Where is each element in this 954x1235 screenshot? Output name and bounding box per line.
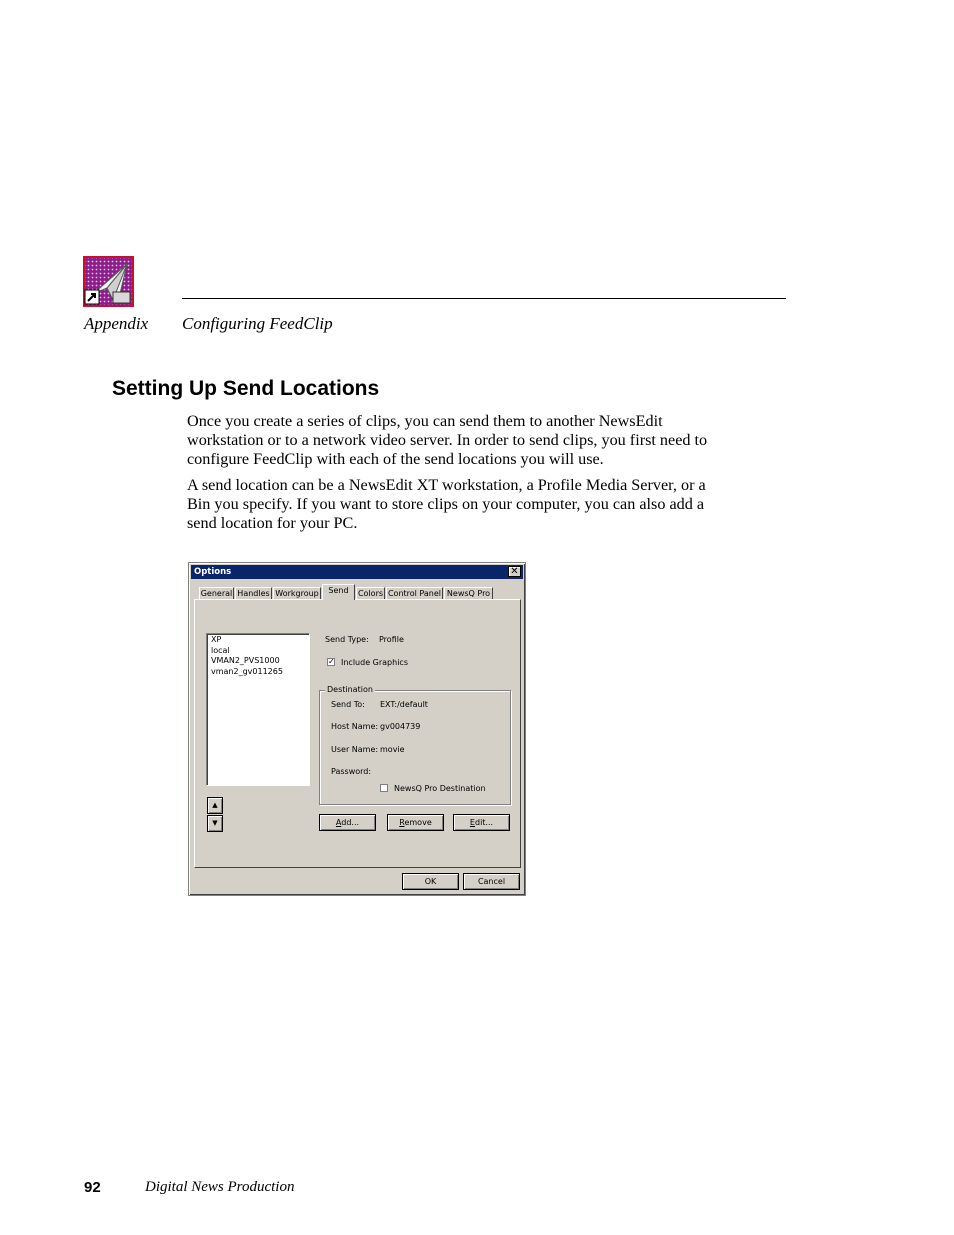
send-to-value: EXT:/default — [380, 700, 428, 709]
user-name-label: User Name: — [331, 745, 379, 754]
include-graphics-label: Include Graphics — [341, 658, 408, 667]
down-arrow-icon: ▼ — [212, 819, 218, 827]
host-name-label: Host Name: — [331, 722, 379, 731]
include-graphics-checkbox[interactable] — [327, 658, 335, 666]
section-label: Appendix — [84, 314, 149, 333]
dialog-titlebar — [191, 565, 523, 579]
newsq-destination-label: NewsQ Pro Destination — [394, 784, 486, 793]
options-dialog — [188, 562, 526, 896]
user-name-value: movie — [380, 745, 405, 754]
list-item[interactable]: vman2_gv011265 — [211, 667, 283, 676]
feedclip-app-icon — [83, 256, 134, 307]
destination-legend: Destination — [327, 685, 373, 694]
tab-workgroup[interactable]: Workgroup — [273, 587, 321, 599]
check-icon: ✓ — [328, 657, 335, 666]
tab-colors[interactable]: Colors — [357, 589, 384, 598]
header-rule — [182, 298, 786, 299]
move-up-button[interactable] — [207, 797, 223, 814]
dialog-title: Options — [194, 567, 232, 577]
list-item[interactable]: VMAN2_PVS1000 — [211, 656, 280, 665]
send-to-label: Send To: — [331, 700, 365, 709]
up-arrow-icon: ▲ — [212, 801, 218, 809]
tab-control-panel[interactable]: Control Panel — [387, 589, 442, 598]
remove-button[interactable]: Remove — [387, 814, 444, 831]
send-type-label: Send Type: — [325, 635, 369, 644]
password-label: Password: — [331, 767, 372, 776]
list-item[interactable]: XP — [211, 635, 222, 644]
send-locations-list[interactable] — [206, 633, 310, 786]
newsq-destination-checkbox[interactable] — [380, 784, 388, 792]
list-item[interactable]: local — [211, 646, 230, 655]
move-down-button[interactable] — [207, 815, 223, 832]
add-button[interactable]: Add... — [319, 814, 376, 831]
tab-handles[interactable]: Handles — [235, 587, 272, 599]
tab-general[interactable]: General — [200, 589, 233, 598]
send-location-paragraph: A send location can be a NewsEdit XT workstation, a Profile Media Server, or a Bin you specify. If you want to store clips on your computer, you can also add a send location for your PC. — [187, 476, 706, 532]
ok-button[interactable]: OK — [402, 873, 459, 890]
tab-send[interactable]: Send — [322, 584, 355, 600]
book-title: Digital News Production — [145, 1179, 295, 1195]
close-icon[interactable]: ✕ — [508, 566, 521, 577]
edit-button[interactable]: Edit... — [453, 814, 510, 831]
host-name-value: gv004739 — [380, 722, 421, 731]
send-type-value: Profile — [379, 635, 404, 644]
chapter-title: Configuring FeedClip — [182, 314, 333, 333]
cancel-button[interactable]: Cancel — [463, 873, 520, 890]
intro-paragraph: Once you create a series of clips, you can send them to another NewsEdit workstation or to a network video server. In order to send clips, you first need to configure FeedClip with each of the send locations you will use. — [187, 412, 708, 468]
page-number: 92 — [84, 1179, 101, 1196]
page-title: Setting Up Send Locations — [112, 377, 380, 400]
tab-newsq-pro[interactable]: NewsQ Pro — [444, 587, 493, 599]
